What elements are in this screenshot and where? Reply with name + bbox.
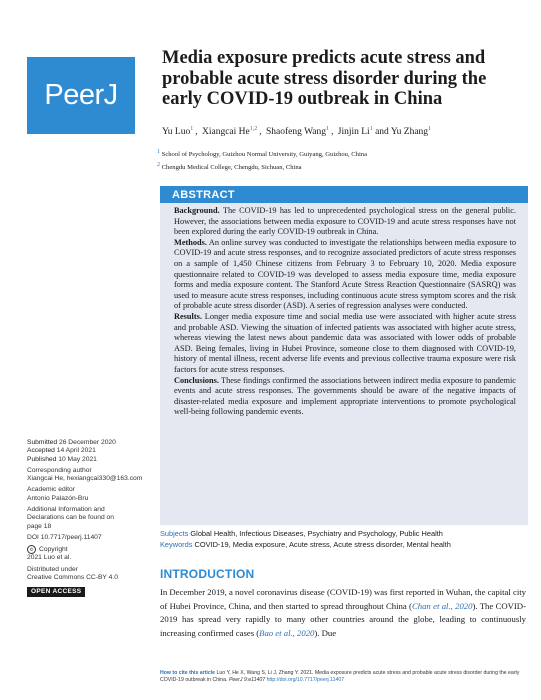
keywords-text: COVID-19, Media exposure, Acute stress, Acute stress disorder, Mental health: [194, 540, 451, 549]
peerj-logo: [27, 57, 135, 134]
additional-info-line: page 18: [27, 522, 52, 530]
abstract-heading: ABSTRACT: [160, 186, 528, 203]
abstract-background: [174, 206, 516, 238]
abstract-body: [160, 203, 528, 525]
author-affiliation-marker: 1: [369, 126, 373, 132]
subjects-row: [160, 528, 530, 539]
citation-link[interactable]: Bao et al., 2020: [259, 627, 315, 638]
doi[interactable]: DOI 10.7717/peerj.11407: [27, 533, 102, 541]
article-sidebar: [27, 439, 152, 597]
abstract-conclusions-text: These findings confirmed the associations between indirect media exposure to pandemic events and acute stress responses. The governments should be aware of the negative impacts of disaster-related media exposure and implement appropriate interventions to promote psychological well-being following pandemic events.: [174, 375, 516, 417]
copyright-block: [27, 545, 152, 562]
cite-text: Luo Y, He X, Wang S, Li J, Zhang Y. 2021. Media exposure predicts acute stress and probable acute stress disorder during the early COVID-19 outbreak in China.: [160, 670, 520, 683]
copyright-text: 2021 Luo et al.: [27, 554, 72, 562]
editor-name: Antonio Palazón-Bru: [27, 494, 89, 502]
subjects-keywords: [160, 528, 530, 550]
license-block[interactable]: [27, 566, 152, 583]
corresponding-author[interactable]: Xiangcai He, hexiangcai330@163.com: [27, 475, 143, 483]
intro-text: ). The COVID-2019 has spread very rapidly to many other countries around the globe, leading to continuously increasing confirmed cases (: [160, 600, 526, 638]
affiliation-item: [157, 147, 517, 160]
editor-label: Academic editor: [27, 486, 75, 494]
submitted-date: 26 December 2020: [58, 439, 116, 446]
introduction-body: [160, 586, 526, 640]
author-list: Yu Luo$^1$ , Xiangcai He$^{1,2}$ , Shaofeng Wang$^1$ , Jinjin Li$^1$ and Yu Zhang$^1$: [162, 126, 432, 138]
author-name[interactable]: Yu Luo: [162, 127, 191, 138]
affiliation-marker: 2: [157, 162, 160, 169]
logo-text: PeerJ: [44, 79, 118, 111]
citation-link[interactable]: Chan et al., 2020: [411, 600, 473, 611]
keywords-label: Keywords: [160, 540, 193, 549]
published-label: Published: [27, 455, 57, 463]
affiliation-text: Chengdu Medical College, Chengdu, Sichuan, China: [161, 164, 302, 172]
abstract-results-label: Results.: [174, 311, 202, 321]
introduction-heading: INTRODUCTION: [160, 567, 255, 581]
copyright-label: Copyright: [39, 545, 68, 553]
copyright-icon: ©: [27, 545, 36, 554]
affiliation-text: School of Psychology, Guizhou Normal University, Guiyang, Guizhou, China: [161, 151, 368, 159]
additional-info-line: Additional Information and: [27, 506, 105, 514]
accepted-date: 14 April 2021: [56, 447, 96, 455]
abstract-conclusions: [174, 376, 516, 418]
author-affiliation-marker: 1: [326, 126, 330, 132]
intro-text: In December 2019, a novel coronavirus disease (COVID-19) was first reported in Wuhan, the capital city of Hubei Province, China, and then started to spread throughout China (: [160, 587, 526, 611]
author-name[interactable]: Jinjin Li: [337, 127, 370, 138]
journal-ref: PeerJ 9:e11407: [228, 677, 266, 683]
abstract-background-text: The COVID-19 has led to unprecedented psychological stress on the general public. However, the associations between media exposure to COVID-19 and acute stress responses have not been explored during the early COVID-19 outbreak in China.: [174, 206, 516, 237]
abstract-methods-text: An online survey was conducted to investigate the relationships between media exposure to COVID-19 and acute stress responses, and to recognize associated predictors of acute stress responses on a sample of 1,450 Chinese citizens from February 3 to February 10, 2020. Media exposure questionnaire related to COVID-19 was developed to assess media exposure time, media exposure forms and media exposure content. The Stanford Acute Stress Reaction Questionnaire (SASRQ) was used to measure acute stress responses, including continuous acute stress symptom scores and the risk of probable acute stress disorder (ASD). A series of regression analyses were conducted.: [174, 237, 516, 311]
subjects-text: Global Health, Infectious Diseases, Psychiatry and Psychology, Public Health: [190, 529, 443, 538]
author-affiliation-marker: 1: [428, 126, 432, 132]
abstract-methods: [174, 238, 516, 312]
abstract-results-text: Longer media exposure time and social media use were associated with higher acute stress and probable ASD. Viewing the situation of infected patients was associated with higher acute stress, whereas viewing the latest news about pandemic data was associated with lower odds of probable ASD. Being females, living in Hubei Province, someone close to them diagnosed with COVID-19, history of mental illness, recent adverse life events and previous collective trauma exposure were risk factors for acute stress responses.: [174, 311, 516, 374]
editor-block: [27, 486, 152, 503]
abstract-conclusions-label: Conclusions.: [174, 375, 219, 385]
license-line: Creative Commons CC-BY 4.0: [27, 573, 118, 581]
open-access-badge: OPEN ACCESS: [27, 587, 85, 597]
corresponding-block: [27, 467, 152, 484]
affiliation-item: [157, 160, 517, 173]
author-name[interactable]: Yu Zhang: [390, 127, 429, 138]
author-conjunction: and: [375, 127, 389, 138]
author-affiliation-marker: 1,2: [249, 126, 258, 132]
intro-text: ). Due: [314, 627, 337, 638]
abstract-results: [174, 312, 516, 376]
license-line: Distributed under: [27, 565, 78, 573]
author-affiliation-marker: 1: [190, 126, 194, 132]
additional-info-line: Declarations can be found on: [27, 514, 114, 522]
affiliations: [157, 147, 517, 173]
citation-footer: [160, 670, 530, 684]
abstract-background-label: Background.: [174, 206, 220, 215]
affiliation-marker: 1: [157, 149, 160, 155]
accepted-label: Accepted: [27, 447, 55, 455]
subjects-label: Subjects: [160, 529, 189, 538]
author-name[interactable]: Shaofeng Wang: [266, 127, 327, 138]
dates-block: [27, 439, 152, 464]
paper-title: Media exposure predicts acute stress and probable acute stress disorder during the early COVID-19 outbreak in China: [162, 48, 487, 109]
keywords-row: [160, 539, 530, 550]
footer-doi-link[interactable]: http://doi.org/10.7717/peerj.11407: [266, 677, 345, 683]
published-date: 10 May 2021: [58, 455, 97, 463]
cite-label: How to cite this article: [160, 670, 216, 676]
author-name[interactable]: Xiangcai He: [202, 127, 250, 138]
submitted-label: Submitted: [27, 439, 58, 446]
abstract-methods-label: Methods.: [174, 237, 207, 247]
additional-info-block[interactable]: [27, 506, 152, 531]
corresponding-label: Corresponding author: [27, 466, 92, 474]
